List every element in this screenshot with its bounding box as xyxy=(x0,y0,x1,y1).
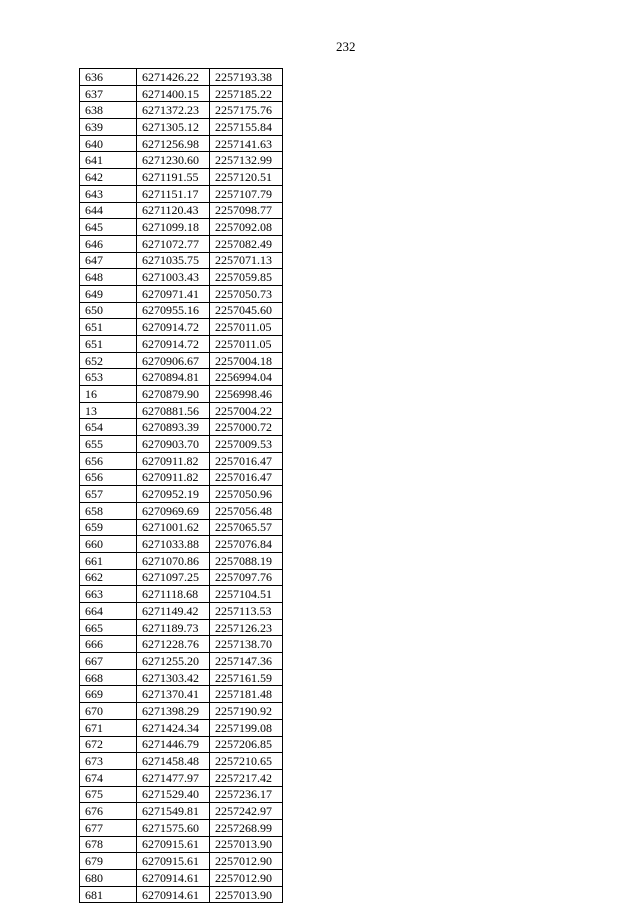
y-coordinate-cell: 2257132.99 xyxy=(210,152,283,169)
point-id-cell: 642 xyxy=(80,169,137,186)
y-coordinate-cell: 2257138.70 xyxy=(210,636,283,653)
point-id-cell: 667 xyxy=(80,653,137,670)
y-coordinate-cell: 2257175.76 xyxy=(210,102,283,119)
table-row xyxy=(80,202,283,219)
table-row xyxy=(80,302,283,319)
table-row xyxy=(80,603,283,620)
y-coordinate-cell: 2257104.51 xyxy=(210,586,283,603)
point-id-cell: 638 xyxy=(80,102,137,119)
y-coordinate-cell: 2257065.57 xyxy=(210,519,283,536)
y-coordinate-cell: 2257206.85 xyxy=(210,736,283,753)
coordinates-table-body xyxy=(80,69,283,903)
point-id-cell: 640 xyxy=(80,135,137,152)
y-coordinate-cell: 2257012.90 xyxy=(210,853,283,870)
y-coordinate-cell: 2257147.36 xyxy=(210,653,283,670)
x-coordinate-cell: 6270915.61 xyxy=(137,853,210,870)
x-coordinate-cell: 6271033.88 xyxy=(137,536,210,553)
x-coordinate-cell: 6270969.69 xyxy=(137,502,210,519)
point-id-cell: 659 xyxy=(80,519,137,536)
point-id-cell: 678 xyxy=(80,836,137,853)
x-coordinate-cell: 6271426.22 xyxy=(137,69,210,86)
point-id-cell: 643 xyxy=(80,185,137,202)
table-row xyxy=(80,703,283,720)
y-coordinate-cell: 2257120.51 xyxy=(210,169,283,186)
y-coordinate-cell: 2257000.72 xyxy=(210,419,283,436)
point-id-cell: 13 xyxy=(80,402,137,419)
table-row xyxy=(80,619,283,636)
y-coordinate-cell: 2257126.23 xyxy=(210,619,283,636)
x-coordinate-cell: 6270879.90 xyxy=(137,386,210,403)
y-coordinate-cell: 2257013.90 xyxy=(210,836,283,853)
y-coordinate-cell: 2257004.22 xyxy=(210,402,283,419)
table-row xyxy=(80,119,283,136)
x-coordinate-cell: 6271256.98 xyxy=(137,135,210,152)
y-coordinate-cell: 2257045.60 xyxy=(210,302,283,319)
point-id-cell: 644 xyxy=(80,202,137,219)
x-coordinate-cell: 6270914.72 xyxy=(137,319,210,336)
table-row xyxy=(80,686,283,703)
x-coordinate-cell: 6270906.67 xyxy=(137,352,210,369)
point-id-cell: 637 xyxy=(80,85,137,102)
point-id-cell: 647 xyxy=(80,252,137,269)
table-row xyxy=(80,85,283,102)
table-row xyxy=(80,336,283,353)
y-coordinate-cell: 2257092.08 xyxy=(210,219,283,236)
point-id-cell: 656 xyxy=(80,469,137,486)
table-row xyxy=(80,836,283,853)
table-row xyxy=(80,569,283,586)
table-row xyxy=(80,552,283,569)
point-id-cell: 657 xyxy=(80,486,137,503)
table-row xyxy=(80,69,283,86)
table-row xyxy=(80,319,283,336)
x-coordinate-cell: 6270911.82 xyxy=(137,452,210,469)
x-coordinate-cell: 6270971.41 xyxy=(137,285,210,302)
point-id-cell: 655 xyxy=(80,436,137,453)
x-coordinate-cell: 6271228.76 xyxy=(137,636,210,653)
point-id-cell: 674 xyxy=(80,769,137,786)
x-coordinate-cell: 6271189.73 xyxy=(137,619,210,636)
x-coordinate-cell: 6271305.12 xyxy=(137,119,210,136)
x-coordinate-cell: 6271303.42 xyxy=(137,669,210,686)
x-coordinate-cell: 6271120.43 xyxy=(137,202,210,219)
y-coordinate-cell: 2257076.84 xyxy=(210,536,283,553)
point-id-cell: 676 xyxy=(80,803,137,820)
x-coordinate-cell: 6270914.72 xyxy=(137,336,210,353)
table-row xyxy=(80,285,283,302)
y-coordinate-cell: 2257199.08 xyxy=(210,719,283,736)
table-row xyxy=(80,436,283,453)
x-coordinate-cell: 6271070.86 xyxy=(137,552,210,569)
point-id-cell: 675 xyxy=(80,786,137,803)
y-coordinate-cell: 2257004.18 xyxy=(210,352,283,369)
point-id-cell: 660 xyxy=(80,536,137,553)
point-id-cell: 673 xyxy=(80,753,137,770)
x-coordinate-cell: 6271230.60 xyxy=(137,152,210,169)
y-coordinate-cell: 2257082.49 xyxy=(210,235,283,252)
y-coordinate-cell: 2256994.04 xyxy=(210,369,283,386)
y-coordinate-cell: 2256998.46 xyxy=(210,386,283,403)
x-coordinate-cell: 6271191.55 xyxy=(137,169,210,186)
table-row xyxy=(80,269,283,286)
x-coordinate-cell: 6270915.61 xyxy=(137,836,210,853)
point-id-cell: 645 xyxy=(80,219,137,236)
x-coordinate-cell: 6271072.77 xyxy=(137,235,210,252)
table-row xyxy=(80,469,283,486)
table-row xyxy=(80,853,283,870)
x-coordinate-cell: 6271255.20 xyxy=(137,653,210,670)
table-row xyxy=(80,369,283,386)
table-row xyxy=(80,235,283,252)
point-id-cell: 649 xyxy=(80,285,137,302)
table-row xyxy=(80,536,283,553)
y-coordinate-cell: 2257155.84 xyxy=(210,119,283,136)
point-id-cell: 651 xyxy=(80,319,137,336)
table-row xyxy=(80,135,283,152)
table-row xyxy=(80,786,283,803)
point-id-cell: 16 xyxy=(80,386,137,403)
table-row xyxy=(80,402,283,419)
table-row xyxy=(80,636,283,653)
point-id-cell: 669 xyxy=(80,686,137,703)
x-coordinate-cell: 6271424.34 xyxy=(137,719,210,736)
y-coordinate-cell: 2257088.19 xyxy=(210,552,283,569)
point-id-cell: 664 xyxy=(80,603,137,620)
point-id-cell: 641 xyxy=(80,152,137,169)
x-coordinate-cell: 6271446.79 xyxy=(137,736,210,753)
table-row xyxy=(80,486,283,503)
table-row xyxy=(80,586,283,603)
x-coordinate-cell: 6271097.25 xyxy=(137,569,210,586)
table-row xyxy=(80,736,283,753)
table-row xyxy=(80,419,283,436)
y-coordinate-cell: 2257098.77 xyxy=(210,202,283,219)
x-coordinate-cell: 6270893.39 xyxy=(137,419,210,436)
x-coordinate-cell: 6271118.68 xyxy=(137,586,210,603)
point-id-cell: 658 xyxy=(80,502,137,519)
point-id-cell: 653 xyxy=(80,369,137,386)
point-id-cell: 668 xyxy=(80,669,137,686)
x-coordinate-cell: 6271575.60 xyxy=(137,819,210,836)
x-coordinate-cell: 6271458.48 xyxy=(137,753,210,770)
x-coordinate-cell: 6270903.70 xyxy=(137,436,210,453)
point-id-cell: 680 xyxy=(80,870,137,887)
table-row xyxy=(80,185,283,202)
y-coordinate-cell: 2257190.92 xyxy=(210,703,283,720)
x-coordinate-cell: 6271151.17 xyxy=(137,185,210,202)
y-coordinate-cell: 2257193.38 xyxy=(210,69,283,86)
x-coordinate-cell: 6270952.19 xyxy=(137,486,210,503)
y-coordinate-cell: 2257236.17 xyxy=(210,786,283,803)
y-coordinate-cell: 2257210.65 xyxy=(210,753,283,770)
point-id-cell: 651 xyxy=(80,336,137,353)
point-id-cell: 671 xyxy=(80,719,137,736)
point-id-cell: 636 xyxy=(80,69,137,86)
y-coordinate-cell: 2257011.05 xyxy=(210,319,283,336)
y-coordinate-cell: 2257016.47 xyxy=(210,469,283,486)
x-coordinate-cell: 6271549.81 xyxy=(137,803,210,820)
x-coordinate-cell: 6271372.23 xyxy=(137,102,210,119)
x-coordinate-cell: 6271477.97 xyxy=(137,769,210,786)
point-id-cell: 666 xyxy=(80,636,137,653)
table-row xyxy=(80,819,283,836)
y-coordinate-cell: 2257107.79 xyxy=(210,185,283,202)
y-coordinate-cell: 2257113.53 xyxy=(210,603,283,620)
y-coordinate-cell: 2257097.76 xyxy=(210,569,283,586)
y-coordinate-cell: 2257217.42 xyxy=(210,769,283,786)
y-coordinate-cell: 2257016.47 xyxy=(210,452,283,469)
table-row xyxy=(80,519,283,536)
point-id-cell: 681 xyxy=(80,886,137,903)
table-row xyxy=(80,653,283,670)
y-coordinate-cell: 2257181.48 xyxy=(210,686,283,703)
y-coordinate-cell: 2257050.96 xyxy=(210,486,283,503)
x-coordinate-cell: 6271003.43 xyxy=(137,269,210,286)
y-coordinate-cell: 2257185.22 xyxy=(210,85,283,102)
point-id-cell: 665 xyxy=(80,619,137,636)
table-row xyxy=(80,803,283,820)
y-coordinate-cell: 2257242.97 xyxy=(210,803,283,820)
x-coordinate-cell: 6271400.15 xyxy=(137,85,210,102)
y-coordinate-cell: 2257009.53 xyxy=(210,436,283,453)
point-id-cell: 670 xyxy=(80,703,137,720)
point-id-cell: 672 xyxy=(80,736,137,753)
table-row xyxy=(80,452,283,469)
table-row xyxy=(80,169,283,186)
table-row xyxy=(80,252,283,269)
point-id-cell: 663 xyxy=(80,586,137,603)
table-row xyxy=(80,669,283,686)
page-number: 232 xyxy=(336,39,356,54)
x-coordinate-cell: 6271035.75 xyxy=(137,252,210,269)
point-id-cell: 654 xyxy=(80,419,137,436)
y-coordinate-cell: 2257011.05 xyxy=(210,336,283,353)
y-coordinate-cell: 2257161.59 xyxy=(210,669,283,686)
y-coordinate-cell: 2257141.63 xyxy=(210,135,283,152)
point-id-cell: 662 xyxy=(80,569,137,586)
table-row xyxy=(80,502,283,519)
point-id-cell: 646 xyxy=(80,235,137,252)
x-coordinate-cell: 6271370.41 xyxy=(137,686,210,703)
point-id-cell: 661 xyxy=(80,552,137,569)
y-coordinate-cell: 2257012.90 xyxy=(210,870,283,887)
y-coordinate-cell: 2257056.48 xyxy=(210,502,283,519)
point-id-cell: 677 xyxy=(80,819,137,836)
y-coordinate-cell: 2257013.90 xyxy=(210,886,283,903)
y-coordinate-cell: 2257268.99 xyxy=(210,819,283,836)
table-row xyxy=(80,219,283,236)
point-id-cell: 639 xyxy=(80,119,137,136)
x-coordinate-cell: 6270894.81 xyxy=(137,369,210,386)
point-id-cell: 648 xyxy=(80,269,137,286)
table-row xyxy=(80,386,283,403)
table-row xyxy=(80,769,283,786)
x-coordinate-cell: 6271149.42 xyxy=(137,603,210,620)
x-coordinate-cell: 6270955.16 xyxy=(137,302,210,319)
table-row xyxy=(80,719,283,736)
point-id-cell: 656 xyxy=(80,452,137,469)
table-row xyxy=(80,753,283,770)
x-coordinate-cell: 6271529.40 xyxy=(137,786,210,803)
x-coordinate-cell: 6270914.61 xyxy=(137,886,210,903)
x-coordinate-cell: 6270881.56 xyxy=(137,402,210,419)
y-coordinate-cell: 2257050.73 xyxy=(210,285,283,302)
y-coordinate-cell: 2257071.13 xyxy=(210,252,283,269)
x-coordinate-cell: 6271001.62 xyxy=(137,519,210,536)
y-coordinate-cell: 2257059.85 xyxy=(210,269,283,286)
x-coordinate-cell: 6270911.82 xyxy=(137,469,210,486)
point-id-cell: 650 xyxy=(80,302,137,319)
point-id-cell: 652 xyxy=(80,352,137,369)
coordinates-table xyxy=(79,68,283,903)
x-coordinate-cell: 6271099.18 xyxy=(137,219,210,236)
table-row xyxy=(80,102,283,119)
table-row xyxy=(80,152,283,169)
table-row xyxy=(80,870,283,887)
x-coordinate-cell: 6270914.61 xyxy=(137,870,210,887)
point-id-cell: 679 xyxy=(80,853,137,870)
table-row xyxy=(80,352,283,369)
table-row xyxy=(80,886,283,903)
x-coordinate-cell: 6271398.29 xyxy=(137,703,210,720)
